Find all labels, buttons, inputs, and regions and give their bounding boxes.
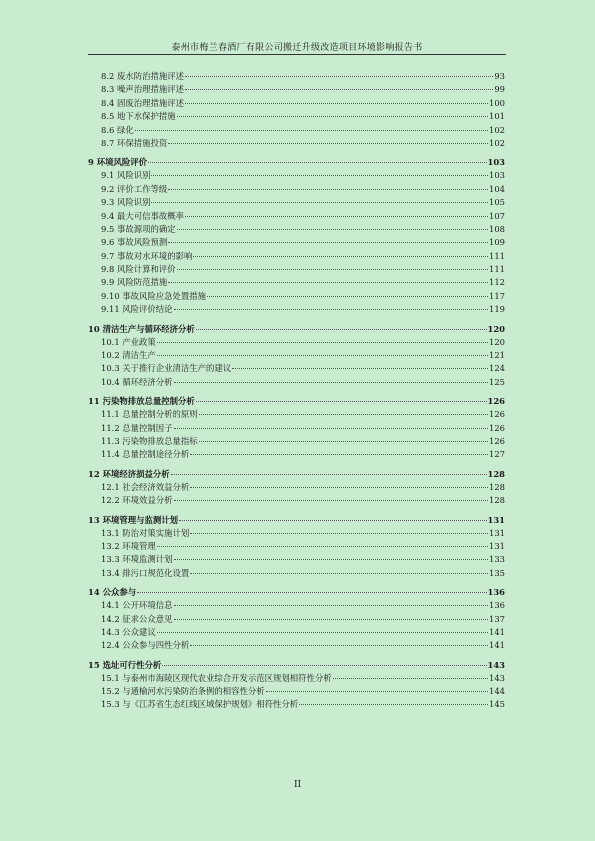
dot-leader <box>171 474 487 475</box>
toc-entry-page: 128 <box>489 495 505 506</box>
toc-section-entry[interactable] <box>88 349 505 362</box>
toc-entry-label: 9.8 风险计算和评价 <box>101 264 176 275</box>
toc-entry-label: 14 公众参与 <box>88 587 137 598</box>
toc-entry-label: 14.1 公开环境信息 <box>101 600 173 611</box>
toc-entry-page: 143 <box>489 672 505 683</box>
toc-section-entry[interactable] <box>88 527 505 540</box>
toc-section-entry[interactable] <box>88 494 505 507</box>
toc-entry-page: 102 <box>489 137 505 148</box>
toc-entry-label: 12.1 社会经济效益分析 <box>101 481 190 492</box>
toc-chapter-entry[interactable] <box>88 467 505 481</box>
toc-section-entry[interactable] <box>88 124 505 137</box>
toc-section-entry[interactable] <box>88 540 505 553</box>
toc-entry-label: 15.1 与泰州市海陵区现代农业综合开发示范区规划相符性分析 <box>101 672 332 683</box>
header-rule <box>88 54 506 55</box>
toc-entry-label: 14.2 征求公众意见 <box>101 613 173 624</box>
dot-leader <box>185 89 493 90</box>
toc-section-entry[interactable] <box>88 196 505 209</box>
toc-entry-page: 145 <box>489 699 505 710</box>
toc-entry-label: 8.5 地下水保护措施 <box>101 111 176 122</box>
toc-entry-page: 104 <box>489 183 505 194</box>
toc-entry-page: 141 <box>489 640 505 651</box>
toc-entry-label: 12.4 公众参与四性分析 <box>101 640 190 651</box>
toc-entry-page: 131 <box>487 514 505 525</box>
toc-entry-label: 10.2 清洁生产 <box>101 350 156 361</box>
dot-leader <box>174 428 488 429</box>
dot-leader <box>177 116 488 117</box>
dot-leader <box>190 645 488 646</box>
toc-entry-label: 11 污染物排放总量控制分析 <box>88 396 195 407</box>
toc-entry-page: 109 <box>489 237 505 248</box>
toc-entry-label: 9.1 风险识别 <box>101 170 151 181</box>
dot-leader <box>177 229 488 230</box>
toc-entry-page: 143 <box>487 659 505 670</box>
toc-entry-page: 103 <box>489 170 505 181</box>
toc-entry-page: 112 <box>489 277 505 288</box>
toc-entry-page: 128 <box>487 468 505 479</box>
toc-section-entry[interactable] <box>88 303 505 316</box>
toc-section-entry[interactable] <box>88 137 505 150</box>
dot-leader <box>135 130 488 131</box>
toc-entry-label: 9.11 风险评价结论 <box>101 304 173 315</box>
toc-entry-label: 8.2 废水防治措施评述 <box>101 71 184 81</box>
toc-section-entry[interactable] <box>88 376 505 389</box>
dot-leader <box>151 202 488 203</box>
toc-section-entry[interactable] <box>88 183 505 196</box>
toc-entry-page: 126 <box>489 409 505 420</box>
toc-chapter-entry[interactable] <box>88 394 505 408</box>
dot-leader <box>157 342 488 343</box>
toc-entry-page: 111 <box>489 250 505 261</box>
toc-section-entry[interactable] <box>88 236 505 249</box>
dot-leader <box>137 592 486 593</box>
dot-leader <box>179 520 487 521</box>
toc-section-entry[interactable] <box>88 263 505 276</box>
dot-leader <box>174 605 488 606</box>
toc-section-entry[interactable] <box>88 250 505 263</box>
dot-leader <box>148 162 487 163</box>
dot-leader <box>193 256 488 257</box>
toc-section-entry[interactable] <box>88 336 505 349</box>
toc-section-entry[interactable] <box>88 210 505 223</box>
dot-leader <box>185 216 488 217</box>
toc-entry-label: 9.9 风险防范措施 <box>101 277 168 288</box>
toc-entry-label: 11.4 总量控制途径分析 <box>101 449 190 460</box>
dot-leader <box>196 401 487 402</box>
dot-leader <box>333 678 488 679</box>
toc-entry-page: 99 <box>494 84 505 95</box>
toc-entry-label: 8.6 绿化 <box>101 124 134 135</box>
toc-entry-page: 111 <box>489 264 505 275</box>
dot-leader <box>299 704 488 705</box>
toc-entry-page: 107 <box>489 210 505 221</box>
toc-section-entry[interactable] <box>88 567 505 580</box>
toc-entry-page: 100 <box>489 97 505 108</box>
toc-entry-label: 8.4 固废治理措施评述 <box>101 97 184 108</box>
dot-leader <box>168 189 488 190</box>
toc-section-entry[interactable] <box>88 422 505 435</box>
toc-entry-page: 120 <box>489 336 505 347</box>
toc-entry-label: 10 清洁生产与循环经济分析 <box>88 323 195 334</box>
toc-section-entry[interactable] <box>88 83 505 96</box>
dot-leader <box>174 619 488 620</box>
toc-section-entry[interactable] <box>88 613 505 626</box>
toc-entry-page: 127 <box>489 449 505 460</box>
toc-entry-label: 9.10 事故风险应急处置措施 <box>101 290 207 301</box>
page-number: II <box>293 780 302 790</box>
toc-entry-page: 131 <box>489 540 505 551</box>
toc-entry-page: 133 <box>489 554 505 565</box>
toc-entry-label: 13.4 排污口规范化设置 <box>101 567 190 578</box>
toc-entry-page: 117 <box>489 290 505 301</box>
toc-entry-page: 103 <box>487 157 505 168</box>
dot-leader <box>190 573 488 574</box>
toc-section-entry[interactable] <box>88 448 505 461</box>
toc-entry-label: 13 环境管理与监测计划 <box>88 514 178 525</box>
toc-entry-page: 121 <box>489 350 505 361</box>
toc-entry-label: 9.4 最大可信事故概率 <box>101 210 184 221</box>
toc-entry-page: 126 <box>489 422 505 433</box>
toc-section-entry[interactable] <box>88 626 505 639</box>
toc-entry-label: 12 环境经济损益分析 <box>88 468 170 479</box>
dot-leader <box>151 175 488 176</box>
toc-entry-page: 119 <box>489 304 505 315</box>
dot-leader <box>174 559 488 560</box>
toc-section-entry[interactable] <box>88 639 505 652</box>
dot-leader <box>168 282 488 283</box>
toc-section-entry[interactable] <box>88 599 505 612</box>
toc-entry-page: 144 <box>489 686 505 697</box>
toc-entry-label: 10.4 循环经济分析 <box>101 376 173 387</box>
dot-leader <box>174 309 488 310</box>
dot-leader <box>174 382 488 383</box>
toc-entry-label: 14.3 公众建议 <box>101 626 156 637</box>
dot-leader <box>157 355 488 356</box>
toc-entry-page: 108 <box>489 223 505 234</box>
toc-entry-page: 131 <box>489 527 505 538</box>
toc-section-entry[interactable] <box>88 685 505 698</box>
toc-entry-label: 10.3 关于推行企业清洁生产的建议 <box>101 363 232 374</box>
page-header: 泰州市梅兰春酒厂有限公司搬迁升级改造项目环境影响报告书 <box>171 43 423 53</box>
dot-leader <box>185 76 493 77</box>
toc-entry-label: 15 选址可行性分析 <box>88 659 162 670</box>
toc-entry-label: 15.2 与通榆河水污染防治条例的相容性分析 <box>101 686 265 697</box>
toc-section-entry[interactable] <box>88 435 505 448</box>
dot-leader <box>168 143 488 144</box>
toc-entry-label: 9.7 事故对水环境的影响 <box>101 250 193 261</box>
toc-entry-label: 9 环境风险评价 <box>88 157 147 168</box>
toc-entry-page: 105 <box>489 197 505 208</box>
toc-entry-label: 13.2 环境管理 <box>101 540 156 551</box>
toc-entry-page: 102 <box>489 124 505 135</box>
toc-entry-label: 11.1 总量控制分析的原则 <box>101 409 198 420</box>
toc-entry-page: 126 <box>487 396 505 407</box>
toc-section-entry[interactable] <box>88 481 505 494</box>
toc-entry-page: 120 <box>487 323 505 334</box>
dot-leader <box>177 269 488 270</box>
dot-leader <box>185 103 488 104</box>
toc-entry-label: 11.3 污染物排放总量指标 <box>101 435 198 446</box>
dot-leader <box>196 329 487 330</box>
dot-leader <box>266 691 488 692</box>
toc-entry-page: 125 <box>489 376 505 387</box>
toc-entry-label: 8.3 噪声治理措施评述 <box>101 84 184 95</box>
toc-section-entry[interactable] <box>88 223 505 236</box>
toc-entry-page: 137 <box>489 613 505 624</box>
toc-entry-label: 8.7 环保措施投资 <box>101 137 168 148</box>
toc-entry-page: 141 <box>489 626 505 637</box>
toc-entry-label: 13.1 防治对策实施计划 <box>101 527 190 538</box>
toc-entry-label: 10.1 产业政策 <box>101 336 156 347</box>
dot-leader <box>162 665 486 666</box>
toc-chapter-entry[interactable] <box>88 658 505 672</box>
toc-entry-label: 13.3 环境监测计划 <box>101 554 173 565</box>
dot-leader <box>232 368 488 369</box>
toc-entry-label: 9.2 评价工作等级 <box>101 183 168 194</box>
toc-entry-label: 11.2 总量控制因子 <box>101 422 173 433</box>
dot-leader <box>190 454 488 455</box>
toc-entry-label: 9.5 事故源项的确定 <box>101 223 176 234</box>
toc-section-entry[interactable] <box>88 698 505 711</box>
toc-entry-label: 12.2 环境效益分析 <box>101 495 173 506</box>
toc-entry-page: 93 <box>494 71 505 81</box>
toc-section-entry[interactable] <box>88 672 505 685</box>
toc-entry-label: 9.6 事故风险预测 <box>101 237 168 248</box>
toc-entry-page: 136 <box>487 587 505 598</box>
toc-section-entry[interactable] <box>88 290 505 303</box>
toc-section-entry[interactable] <box>88 276 505 289</box>
toc-section-entry[interactable] <box>88 97 505 110</box>
toc-entry-page: 126 <box>489 435 505 446</box>
toc-chapter-entry[interactable] <box>88 585 505 599</box>
toc-entry-page: 136 <box>489 600 505 611</box>
toc-section-entry[interactable] <box>88 110 505 123</box>
dot-leader <box>157 632 488 633</box>
toc-chapter-entry[interactable] <box>88 155 505 169</box>
dot-leader <box>190 533 488 534</box>
table-of-contents <box>88 70 505 712</box>
toc-entry-label: 15.3 与《江苏省生态红线区域保护规划》相符性分析 <box>101 699 299 710</box>
toc-section-entry[interactable] <box>88 362 505 375</box>
toc-entry-page: 128 <box>489 481 505 492</box>
dot-leader <box>207 296 488 297</box>
toc-chapter-entry[interactable] <box>88 513 505 527</box>
dot-leader <box>168 242 488 243</box>
toc-entry-label: 9.3 风险识别 <box>101 197 151 208</box>
toc-entry-page: 101 <box>489 111 505 122</box>
toc-section-entry[interactable] <box>88 70 505 83</box>
dot-leader <box>199 414 488 415</box>
dot-leader <box>199 441 488 442</box>
toc-section-entry[interactable] <box>88 169 505 182</box>
toc-entry-page: 135 <box>489 567 505 578</box>
toc-entry-page: 124 <box>489 363 505 374</box>
dot-leader <box>174 500 488 501</box>
dot-leader <box>157 546 488 547</box>
toc-chapter-entry[interactable] <box>88 322 505 336</box>
toc-section-entry[interactable] <box>88 553 505 566</box>
toc-section-entry[interactable] <box>88 408 505 421</box>
dot-leader <box>190 487 488 488</box>
